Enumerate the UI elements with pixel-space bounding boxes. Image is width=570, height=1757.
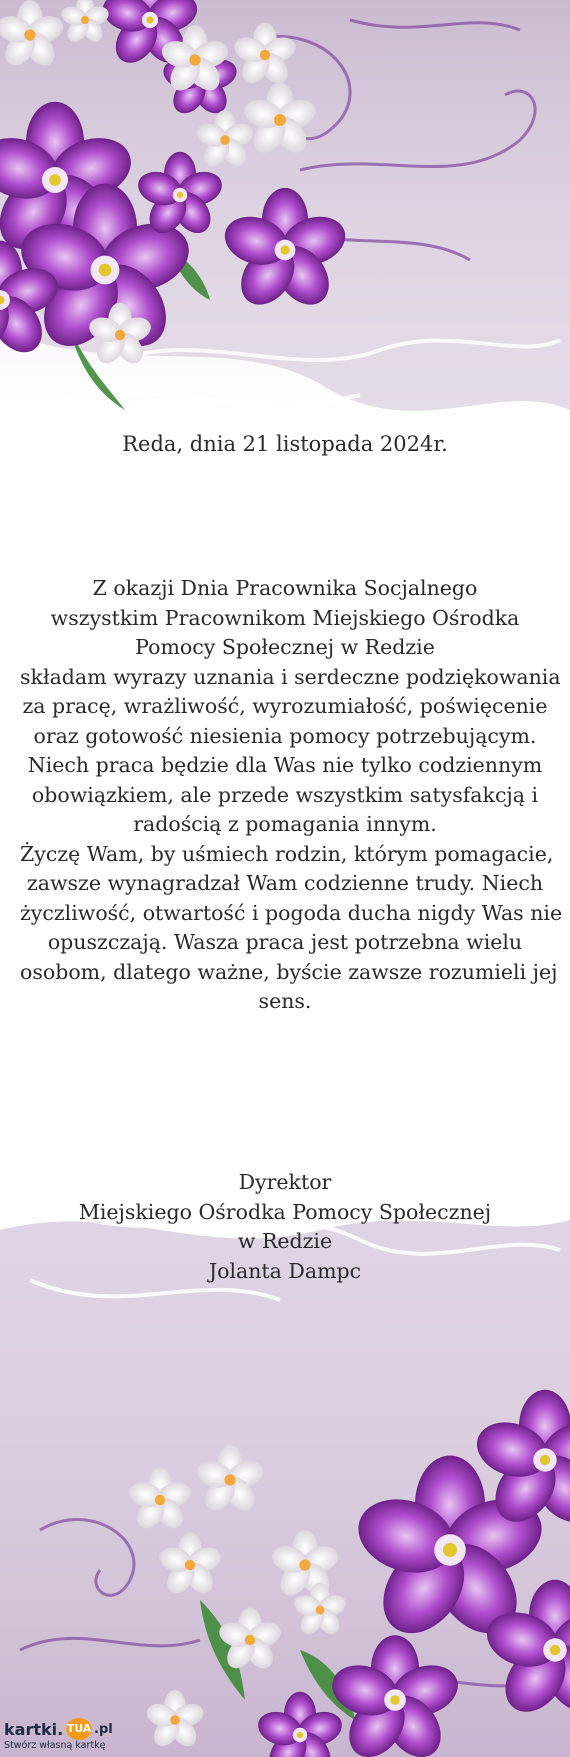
message-line: Życzę Wam, by uśmiech rodzin, którym pomagacie, — [20, 841, 554, 866]
message-line: Z okazji Dnia Pracownika Socjalnego — [92, 576, 478, 600]
message-line: wszystkim Pracownikom Miejskiego Ośrodka — [50, 605, 520, 630]
message-line: Niech praca będzie dla Was nie tylko codziennym — [27, 753, 543, 777]
site-logo[interactable] — [4, 1718, 124, 1756]
message-line: Pomocy Społecznej w Redzie — [135, 635, 435, 659]
greeting-message — [20, 574, 563, 1017]
signature-place: w Redzie — [237, 1229, 333, 1253]
signature-name: Jolanta Dampc — [208, 1258, 362, 1283]
logo-text: kartki. — [4, 1720, 64, 1739]
signature-title: Dyrektor — [238, 1170, 332, 1194]
message-line: składam wyrazy uznania i serdeczne podziękowania — [20, 664, 561, 689]
logo-badge: TUA — [66, 1718, 92, 1740]
message-line: obowiązkiem, ale przede wszystkim satysfakcją i — [31, 782, 539, 807]
message-line: oraz gotowość niesienia pomocy potrzebującym. — [33, 723, 537, 748]
message-line: zawsze wynagradzał Wam codzienne trudy. Niech — [26, 871, 544, 895]
message-line: życzliwość, otwartość i pogoda ducha nigdy Was nie — [20, 900, 563, 925]
signature — [20, 1168, 550, 1286]
logo-tld: .pl — [94, 1722, 113, 1737]
signature-institution: Miejskiego Ośrodka Pomocy Społecznej — [78, 1199, 492, 1224]
message-line: osobom, dlatego ważne, byście zawsze rozumieli jej — [20, 959, 558, 984]
card-date: Reda, dnia 21 listopada 2024r. — [122, 432, 448, 456]
message-line: za pracę, wrażliwość, wyrozumiałość, poświęcenie — [22, 694, 548, 718]
message-line: sens. — [258, 989, 312, 1013]
message-line: radością z pomagania innym. — [133, 812, 437, 836]
logo-tagline: Stwórz własną kartkę — [4, 1740, 106, 1751]
message-line: opuszczają. Wasza praca jest potrzebna wielu — [47, 930, 523, 954]
